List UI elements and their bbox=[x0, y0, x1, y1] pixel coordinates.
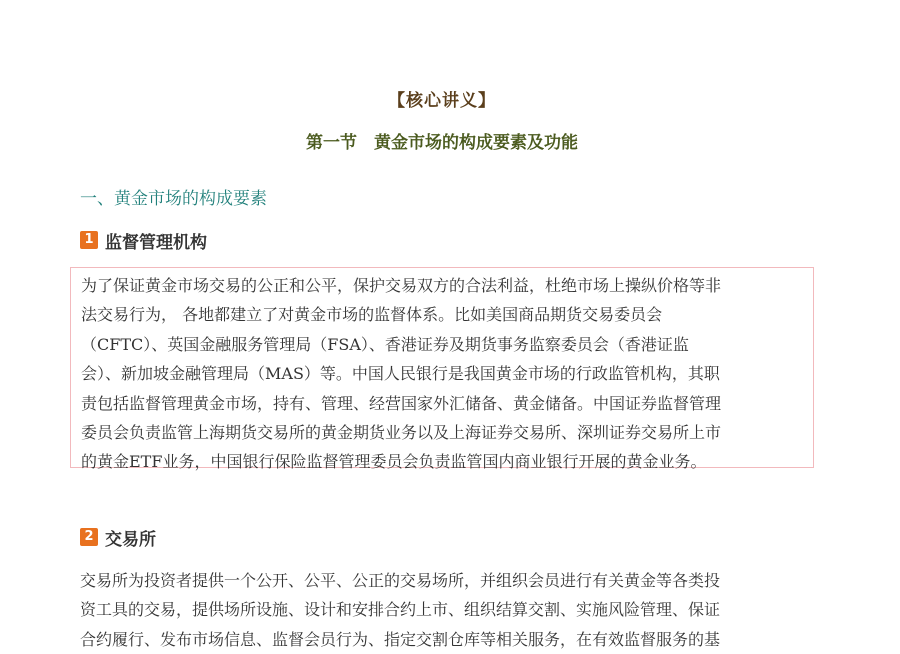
item-title: 交易所 bbox=[105, 529, 156, 550]
supervision-paragraph bbox=[81, 271, 803, 477]
exchange-paragraph-wrap bbox=[80, 566, 804, 654]
paragraph-line: 法交易行为， 各地都建立了对黄金市场的监督体系。比如美国商品期货交易委员会 bbox=[81, 305, 663, 325]
supervision-paragraph-box bbox=[70, 267, 814, 472]
number-badge: 2 bbox=[80, 528, 98, 546]
paragraph-line: 为了保证黄金市场交易的公正和公平，保护交易双方的合法利益，杜绝市场上操纵价格等非 bbox=[81, 276, 722, 295]
paragraph-line: 责包括监督管理黄金市场，持有、管理、经营国家外汇储备、黄金储备。中国证券监督管理 bbox=[81, 393, 722, 413]
partial-heading bbox=[0, 76, 884, 111]
item-title: 监督管理机构 bbox=[105, 232, 207, 253]
partial-heading-text: 【核心讲义】 bbox=[388, 91, 496, 111]
exchange-paragraph bbox=[80, 566, 804, 654]
number-badge: 1 bbox=[80, 231, 98, 249]
paragraph-line: （CFTC）、英国金融服务管理局（FSA）、香港证券及期货事务监察委员会（香港证监 bbox=[81, 334, 689, 354]
paragraph-line: 的黄金ETF业务，中国银行保险监督管理委员会负责监管国内商业银行开展的黄金业务。 bbox=[81, 452, 707, 472]
paragraph-line: 交易所为投资者提供一个公开、公平、公正的交易场所，并组织会员进行有关黄金等各类投 bbox=[80, 571, 721, 590]
item-heading-exchange bbox=[80, 526, 156, 548]
section-title: 第一节 黄金市场的构成要素及功能 bbox=[306, 133, 578, 153]
chapter-heading: 一、黄金市场的构成要素 bbox=[80, 189, 267, 209]
paragraph-line: 资工具的交易，提供场所设施、设计和安排合约上市、组织结算交割、实施风险管理、保证 bbox=[80, 600, 721, 620]
item-heading-supervision bbox=[80, 229, 207, 251]
paragraph-line: 合约履行、发布市场信息、监督会员行为、指定交割仓库等相关服务，在有效监督服务的基 bbox=[80, 629, 721, 649]
paragraph-line: 委员会负责监管上海期货交易所的黄金期货业务以及上海证券交易所、深圳证券交易所上市 bbox=[81, 423, 722, 443]
paragraph-line: 会）、新加坡金融管理局（MAS）等。中国人民银行是我国黄金市场的行政监管机构，其职 bbox=[81, 364, 720, 384]
